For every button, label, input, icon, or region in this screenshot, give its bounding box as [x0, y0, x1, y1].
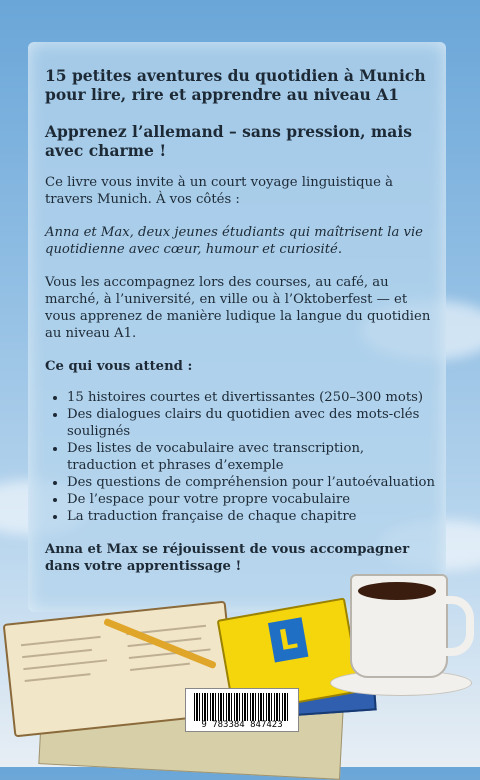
- mug-handle: [438, 596, 474, 656]
- feature-list: [45, 389, 435, 525]
- barcode-digits: 9 783384 847423: [201, 720, 283, 730]
- section-title: Ce qui vous attend :: [45, 359, 193, 374]
- characters-paragraph: Anna et Max, deux jeunes étudiants qui maîtrisent la vie quotidienne avec cœur, humour et curiosité.: [45, 225, 423, 257]
- list-item: • La traduction française de chaque chapitre: [67, 508, 435, 525]
- list-item: • Des listes de vocabulaire avec transcription, traduction et phrases d’exemple: [67, 440, 435, 474]
- coffee-surface: [358, 582, 436, 600]
- list-item: • 15 histoires courtes et divertissantes (250–300 mots): [67, 389, 435, 406]
- subheadline: Apprenez l’allemand – sans pression, mais avec charme !: [45, 122, 412, 160]
- back-cover-text: [45, 66, 435, 575]
- dictionary-logo: L: [268, 617, 308, 662]
- intro-paragraph: Ce livre vous invite à un court voyage linguistique à travers Munich. À vos côtés :: [45, 175, 393, 207]
- list-item: • Des dialogues clairs du quotidien avec des mots-clés soulignés: [67, 406, 435, 440]
- closing-text: Anna et Max se réjouissent de vous accompagner dans votre apprentissage !: [45, 542, 410, 574]
- accompany-paragraph: Vous les accompagnez lors des courses, au café, au marché, à l’université, en ville ou à l’Oktoberfest — et vous apprenez de manière ludique la langue du quotidien au niveau A1.: [45, 275, 431, 341]
- list-item: • De l’espace pour votre propre vocabulaire: [67, 491, 435, 508]
- list-item: • Des questions de compréhension pour l’autoévaluation: [67, 474, 435, 491]
- isbn-barcode: [185, 688, 299, 732]
- barcode-bars: [194, 693, 290, 721]
- headline: 15 petites aventures du quotidien à Munich pour lire, rire et apprendre au niveau A1: [45, 66, 426, 104]
